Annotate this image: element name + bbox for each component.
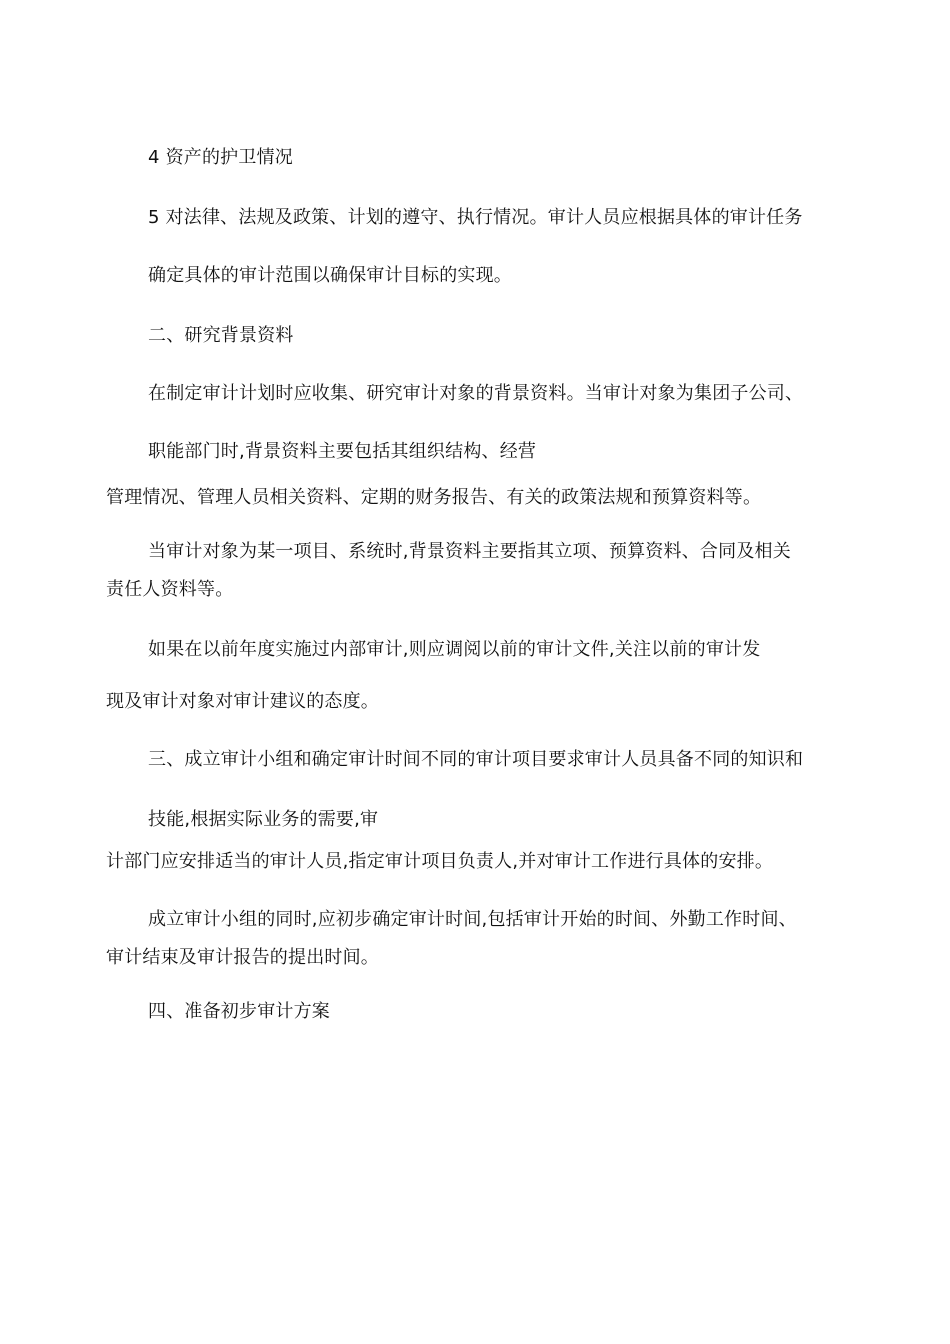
paragraph-line: 管理情况、管理人员相关资料、定期的财务报告、有关的政策法规和预算资料等。 (106, 487, 762, 508)
paragraph-line: 现及审计对象对审计建议的态度。 (106, 691, 379, 712)
paragraph-line: 责任人资料等。 (106, 579, 234, 600)
list-item-compliance: 5 对法律、法规及政策、计划的遵守、执行情况。审计人员应根据具体的审计任务 (148, 207, 803, 228)
paragraph-line: 技能,根据实际业务的需要,审 (148, 809, 379, 830)
paragraph-line: 当审计对象为某一项目、系统时,背景资料主要指其立项、预算资料、合同及相关 (148, 541, 791, 562)
paragraph-line: 在制定审计计划时应收集、研究审计对象的背景资料。当审计对象为集团子公司、 (148, 383, 804, 404)
paragraph-line: 成立审计小组的同时,应初步确定审计时间,包括审计开始的时间、外勤工作时间、 (148, 909, 797, 930)
section-heading-team: 三、成立审计小组和确定审计时间不同的审计项目要求审计人员具备不同的知识和 (148, 749, 804, 770)
paragraph-line: 计部门应安排适当的审计人员,指定审计项目负责人,并对审计工作进行具体的安排。 (106, 851, 774, 872)
paragraph-line: 如果在以前年度实施过内部审计,则应调阅以前的审计文件,关注以前的审计发 (148, 639, 761, 660)
section-heading-plan: 四、准备初步审计方案 (148, 1001, 330, 1022)
paragraph-line: 确定具体的审计范围以确保审计目标的实现。 (148, 265, 512, 286)
paragraph-line: 职能部门时,背景资料主要包括其组织结构、经营 (148, 441, 537, 462)
section-heading-background: 二、研究背景资料 (148, 325, 294, 346)
list-item-asset-protection: 4 资产的护卫情况 (148, 147, 293, 168)
paragraph-line: 审计结束及审计报告的提出时间。 (106, 947, 379, 968)
